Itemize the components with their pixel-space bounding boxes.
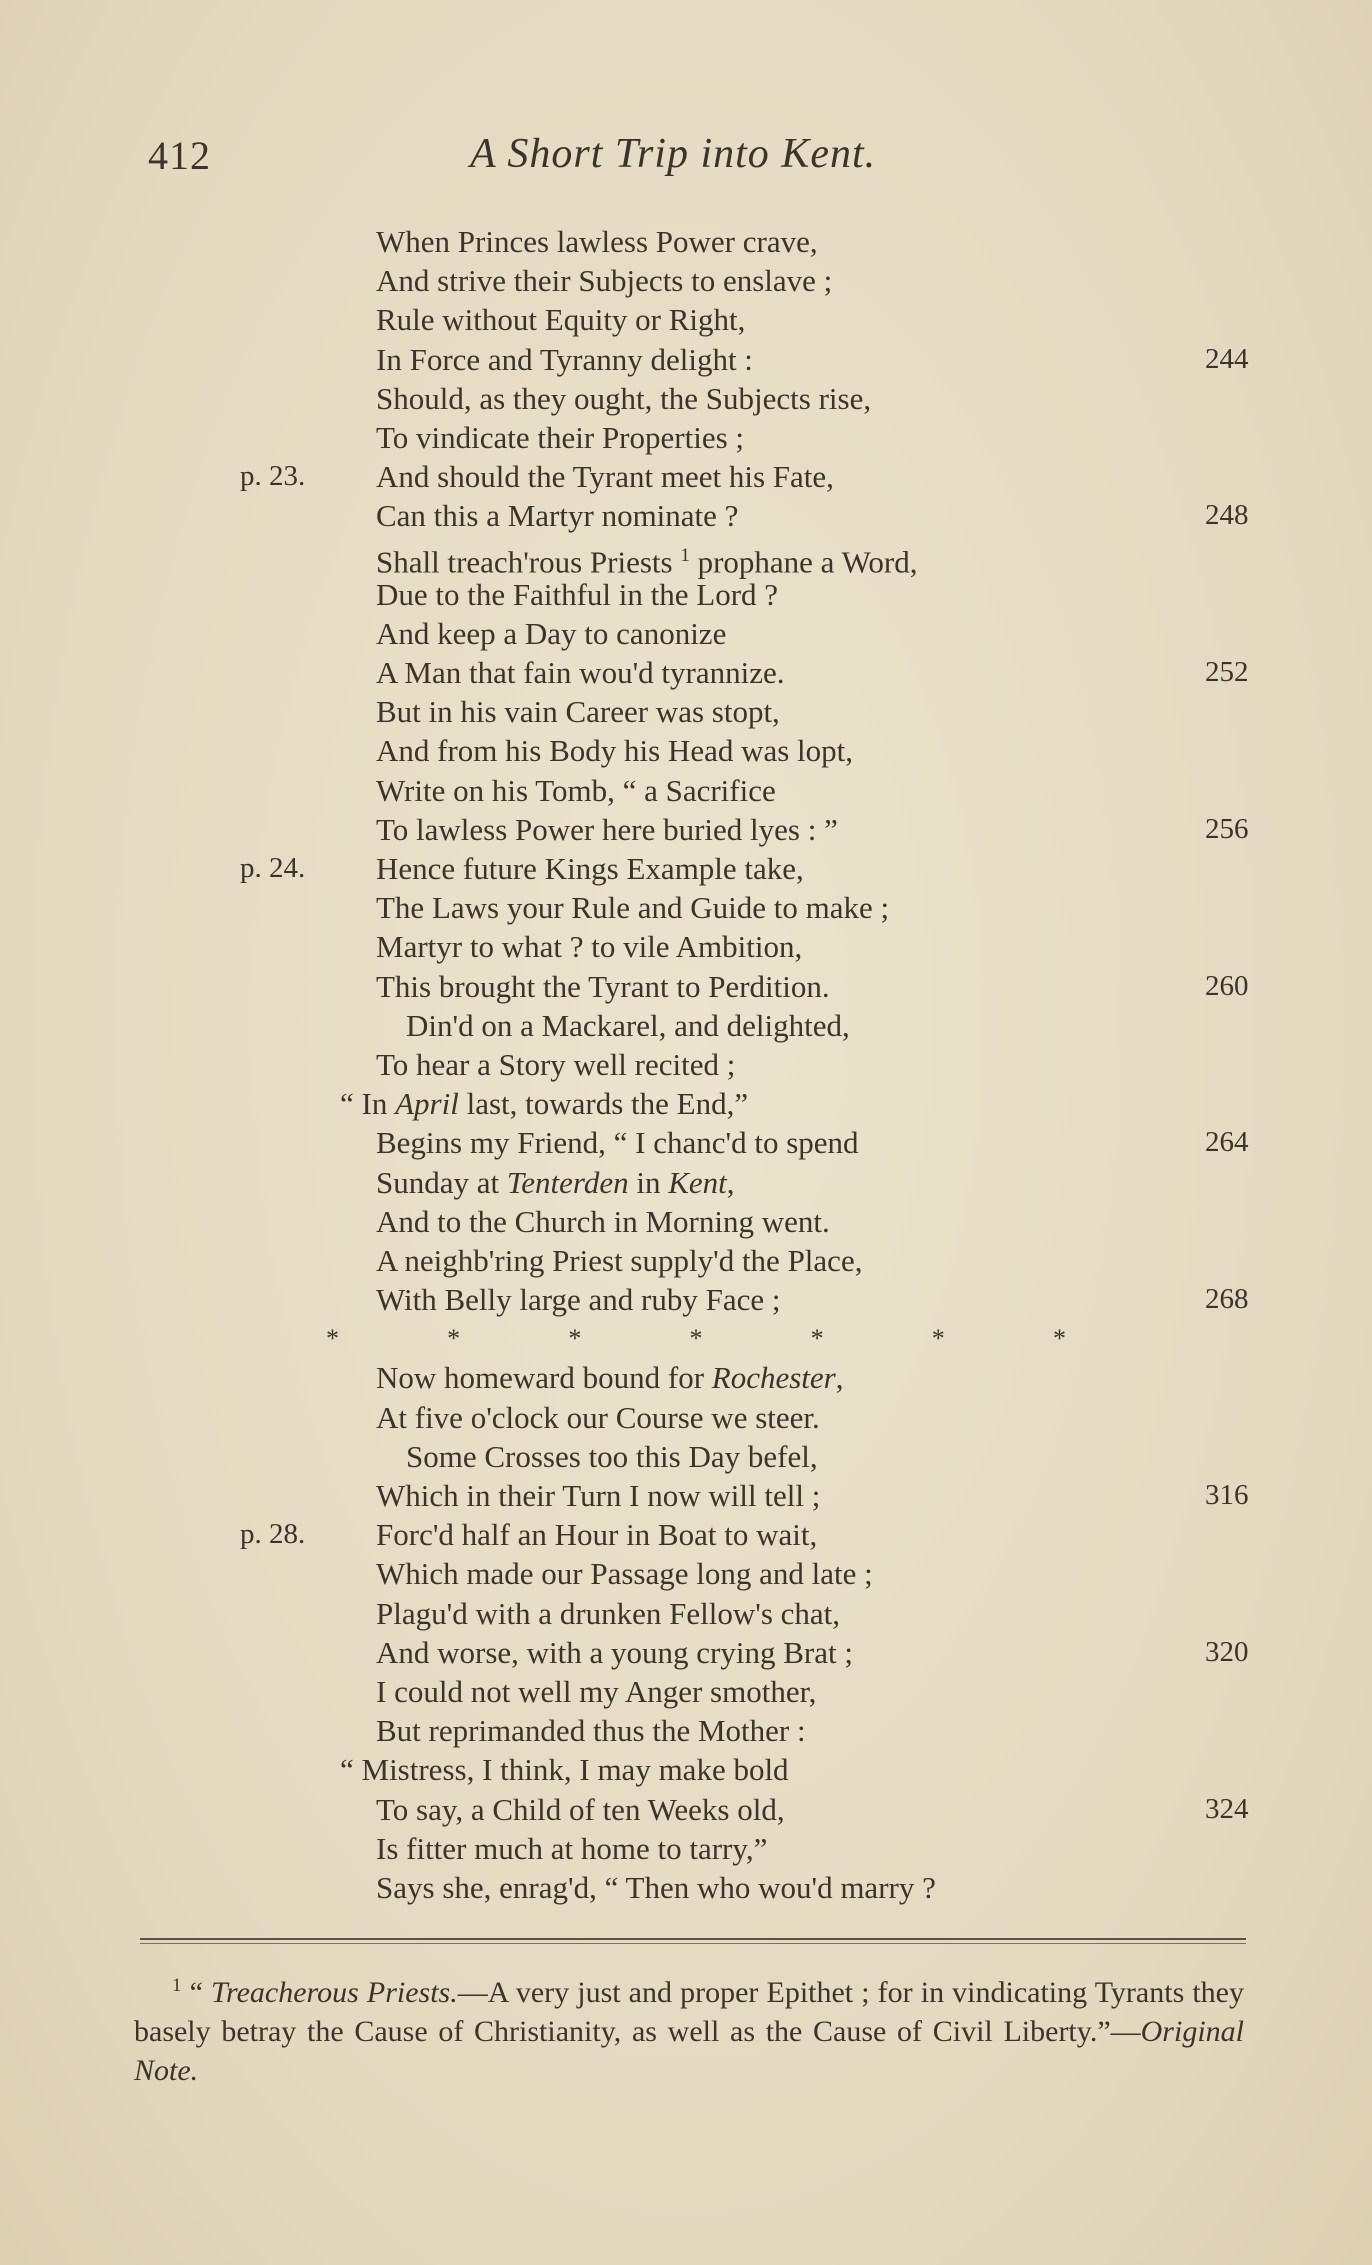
verse-line [0, 967, 1372, 1006]
verse-line [0, 1672, 1372, 1711]
original-page-ref: p. 28. [240, 1518, 306, 1551]
verse-text: Din'd on a Mackarel, and delighted, [406, 1007, 850, 1043]
verse-line [0, 1123, 1372, 1162]
verse-line [0, 1868, 1372, 1907]
verse-text: “ Mistress, I think, I may make bold [340, 1752, 789, 1788]
verse-line [0, 457, 1372, 496]
verse-text: In Force and Tyranny delight : [376, 341, 753, 377]
verse-text: When Princes lawless Power crave, [376, 224, 818, 259]
verse-line [0, 536, 1372, 579]
verse-text: Which made our Passage long and late ; [376, 1556, 873, 1592]
verse-text: To hear a Story well recited ; [376, 1046, 736, 1082]
verse-text: And to the Church in Morning went. [376, 1203, 830, 1239]
verse-line [0, 614, 1372, 653]
verse-text: Should, as they ought, the Subjects rise, [376, 380, 872, 416]
verse-line [0, 1358, 1372, 1397]
line-number: 268 [1205, 1283, 1249, 1316]
verse-text: Rule without Equity or Right, [376, 302, 746, 338]
verse-line [0, 1829, 1372, 1868]
verse-text: Shall treach'rous Priests $^1$ prophane a Word, [376, 543, 918, 579]
original-page-ref: p. 23. [240, 460, 306, 493]
line-number: 252 [1205, 656, 1249, 689]
verse-text: And strive their Subjects to enslave ; [376, 263, 833, 299]
verse-text: Sunday at Tenterden in Kent, [376, 1164, 735, 1200]
page-number: 412 [148, 133, 211, 178]
verse-line [0, 1006, 1372, 1045]
verse-text: With Belly large and ruby Face ; [376, 1282, 781, 1318]
verse-text: Plagu'd with a drunken Fellow's chat, [376, 1595, 841, 1631]
asterisk: * [568, 1324, 582, 1354]
verse-line [0, 379, 1372, 418]
verse-line [0, 731, 1372, 770]
line-number: 244 [1205, 342, 1249, 375]
verse-text: The Laws your Rule and Guide to make ; [376, 890, 890, 926]
verse-text: Hence future Kings Example take, [376, 851, 804, 886]
verse-text: Which in their Turn I now will tell ; [376, 1478, 821, 1513]
footnote-rule-thin [140, 1943, 1246, 1944]
verse-line [0, 1202, 1372, 1241]
verse-text: And keep a Day to canonize [376, 615, 727, 651]
verse-text: To say, a Child of ten Weeks old, [376, 1791, 785, 1827]
verse-text: Due to the Faithful in the Lord ? [376, 576, 779, 612]
verse-text: A neighb'ring Priest supply'd the Place, [376, 1242, 863, 1278]
verse-line [0, 1280, 1372, 1319]
verse-text: Can this a Martyr nominate ? [376, 498, 739, 534]
verse-line [0, 692, 1372, 731]
verse-line [0, 653, 1372, 692]
verse-text: But in his vain Career was stopt, [376, 694, 780, 730]
verse-text: This brought the Tyrant to Perdition. [376, 968, 830, 1004]
running-title: A Short Trip into Kent. [470, 131, 877, 177]
original-page-ref: p. 24. [240, 852, 306, 884]
line-number: 320 [1205, 1635, 1249, 1668]
verse-line [0, 496, 1372, 535]
verse-line [0, 1045, 1372, 1084]
verse-text: To lawless Power here buried lyes : ” [376, 811, 838, 847]
verse-line [0, 1241, 1372, 1280]
verse-text: Now homeward bound for Rochester, [376, 1360, 844, 1396]
verse-text: Some Crosses too this Day befel, [406, 1438, 818, 1474]
verse-text: To vindicate their Properties ; [376, 419, 745, 455]
verse-line [0, 771, 1372, 810]
asterisk: * [931, 1324, 945, 1354]
verse-text: And should the Tyrant meet his Fate, [376, 459, 834, 495]
verse-line [0, 1750, 1372, 1789]
verse-text: Forc'd half an Hour in Boat to wait, [376, 1517, 818, 1553]
line-number: 256 [1205, 812, 1249, 845]
verse-line [0, 849, 1372, 888]
verse-text: And worse, with a young crying Brat ; [376, 1634, 853, 1670]
footnote-rule [140, 1938, 1246, 1940]
footnote-text: $^1$ “ Treacherous Priests.—A very just and proper Epithet ; for in vindicating Tyrants they basely betray the Cause of Christianity, as well as the Cause of Civil Liberty.”—Original Note. [134, 1975, 1244, 2087]
verse-line [0, 1554, 1372, 1593]
verse-line [0, 1633, 1372, 1672]
verse-text: I could not well my Anger smother, [376, 1673, 817, 1709]
verse-line [0, 261, 1372, 300]
verse-text: But reprimanded thus the Mother : [376, 1713, 806, 1749]
line-number: 324 [1205, 1792, 1249, 1825]
verse-line [0, 1084, 1372, 1123]
verse-line [0, 1437, 1372, 1476]
ellipsis-stars [0, 1319, 1372, 1358]
verse-text: Write on his Tomb, “ a Sacrifice [376, 772, 776, 808]
asterisk: * [810, 1324, 824, 1354]
line-number: 316 [1205, 1479, 1249, 1511]
verse-text: Is fitter much at home to tarry,” [376, 1830, 768, 1866]
verse-line [0, 575, 1372, 614]
verse-text: Begins my Friend, “ I chanc'd to spend [376, 1125, 859, 1161]
verse-line [0, 222, 1372, 261]
asterisk-row [326, 1319, 1066, 1358]
verse-line [0, 340, 1372, 379]
verse-text: A Man that fain wou'd tyrannize. [376, 655, 785, 691]
asterisk: * [326, 1324, 339, 1354]
verse-line [0, 1711, 1372, 1750]
asterisk: * [1052, 1324, 1066, 1354]
line-number: 260 [1205, 969, 1249, 1002]
verse-line [0, 1398, 1372, 1437]
verse-line [0, 1476, 1372, 1515]
verse-text: Says she, enrag'd, “ Then who wou'd marry ? [376, 1869, 936, 1905]
verse-line [0, 927, 1372, 966]
line-number: 264 [1205, 1126, 1249, 1159]
verse-text: And from his Body his Head was lopt, [376, 733, 854, 769]
verse-line [0, 300, 1372, 339]
verse-line [0, 810, 1372, 849]
verse-text: At five o'clock our Course we steer. [376, 1399, 820, 1435]
footnote [134, 1966, 1244, 2090]
verse-line [0, 418, 1372, 457]
line-number: 248 [1205, 499, 1249, 532]
asterisk: * [689, 1324, 703, 1354]
poem [0, 222, 1372, 1907]
verse-line [0, 888, 1372, 927]
verse-line [0, 1515, 1372, 1554]
verse-text: “ In April last, towards the End,” [340, 1086, 749, 1122]
verse-line [0, 1594, 1372, 1633]
asterisk: * [447, 1324, 461, 1354]
verse-text: Martyr to what ? to vile Ambition, [376, 929, 803, 965]
verse-line [0, 1163, 1372, 1202]
verse-line [0, 1790, 1372, 1829]
